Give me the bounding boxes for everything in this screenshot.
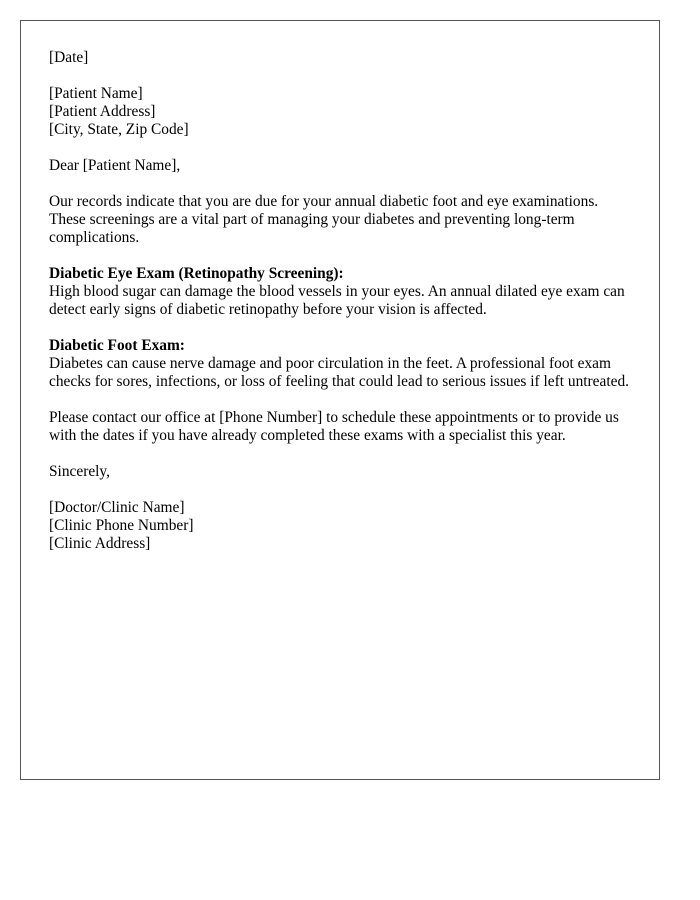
sender-phone: [Clinic Phone Number] xyxy=(49,517,194,534)
eye-exam-section xyxy=(49,265,633,319)
sender-block xyxy=(49,499,633,553)
letter-body xyxy=(49,49,633,571)
sender-name: [Doctor/Clinic Name] xyxy=(49,499,185,516)
salutation: Dear [Patient Name], xyxy=(49,157,181,174)
letter-page xyxy=(20,20,660,780)
eye-exam-heading: Diabetic Eye Exam (Retinopathy Screening): xyxy=(49,265,344,282)
foot-exam-section xyxy=(49,337,633,391)
eye-exam-text: High blood sugar can damage the blood vessels in your eyes. An annual dilated eye exam can detect early signs of diabetic retinopathy before your vision is affected. xyxy=(49,283,625,318)
recipient-address: [Patient Address] xyxy=(49,103,156,120)
sender-address: [Clinic Address] xyxy=(49,535,151,552)
recipient-block xyxy=(49,85,633,139)
recipient-name: [Patient Name] xyxy=(49,85,143,102)
foot-exam-heading: Diabetic Foot Exam: xyxy=(49,337,185,354)
foot-exam-text: Diabetes can cause nerve damage and poor circulation in the feet. A professional foot exam checks for sores, infections, or loss of feeling that could lead to serious issues if left untreated. xyxy=(49,355,629,390)
letter-date: [Date] xyxy=(49,49,89,66)
closing-paragraph: Please contact our office at [Phone Number] to schedule these appointments or to provide us with the dates if you have already completed these exams with a specialist this year. xyxy=(49,409,619,444)
intro-paragraph: Our records indicate that you are due for your annual diabetic foot and eye examinations. These screenings are a vital part of managing your diabetes and preventing long-term complications. xyxy=(49,193,599,246)
recipient-city-state-zip: [City, State, Zip Code] xyxy=(49,121,189,138)
sign-off: Sincerely, xyxy=(49,463,110,480)
